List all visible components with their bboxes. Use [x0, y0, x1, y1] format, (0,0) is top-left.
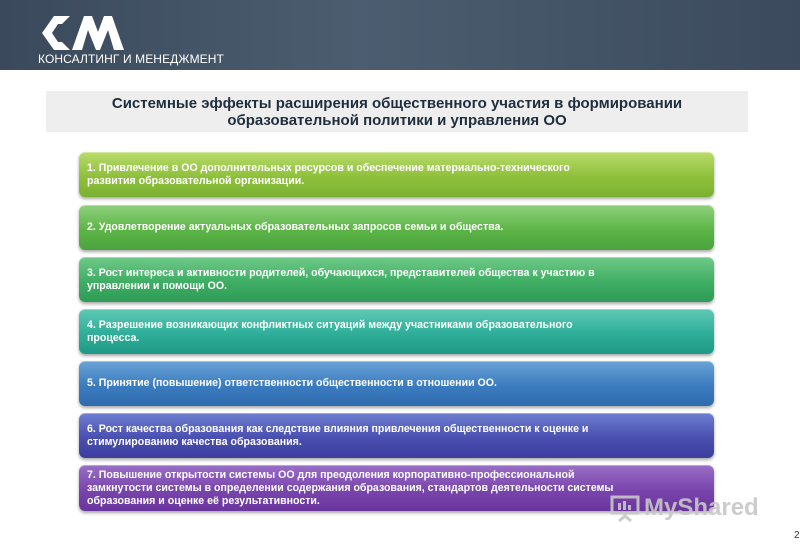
slide-title	[46, 91, 748, 132]
effect-item-6-text: 6. Рост качества образования как следствие влияния привлечения общественности к оценке и стимулированию качества образования.	[87, 422, 589, 448]
effect-item-6	[79, 413, 714, 458]
page-number: 2	[794, 530, 800, 541]
header-bar	[0, 0, 800, 70]
effect-item-3-text: 3. Рост интереса и активности родителей, обучающихся, представителей общества к участию в управлении и помощи ОО.	[87, 266, 595, 292]
title-line-2: образовательной политики и управления ОО	[227, 112, 567, 129]
presentation-icon	[610, 494, 640, 522]
effect-item-7-text: 7. Повышение открытости системы ОО для преодоления корпоративно-профессиональной замкнутости системы в определении содержания образования, стандартов деятельности системы образования и оценке её результативности.	[87, 468, 614, 507]
effect-item-5	[79, 361, 714, 406]
watermark-text: MyShared	[644, 494, 759, 521]
effect-item-5-text: 5. Принятие (повышение) ответственности общественности в отношении ОО.	[87, 377, 497, 389]
effect-item-4-text: 4. Разрешение возникающих конфликтных ситуаций между участниками образовательного процесса.	[87, 318, 573, 344]
effect-item-1-text: 1. Привлечение в ОО дополнительных ресурсов и обеспечение материально-технического развития образовательной организации.	[87, 161, 570, 187]
effect-item-2-text: 2. Удовлетворение актуальных образовательных запросов семьи и общества.	[87, 221, 504, 233]
logo-caption: КОНСАЛТИНГ И МЕНЕДЖМЕНТ	[38, 52, 224, 66]
logo-icon	[40, 12, 124, 54]
effect-item-4	[79, 309, 714, 354]
watermark	[610, 492, 759, 524]
title-line-1: Системные эффекты расширения общественного участия в формировании	[111, 95, 683, 112]
effect-item-3	[79, 257, 714, 302]
effect-item-2	[79, 205, 714, 250]
effect-item-1	[79, 152, 714, 197]
